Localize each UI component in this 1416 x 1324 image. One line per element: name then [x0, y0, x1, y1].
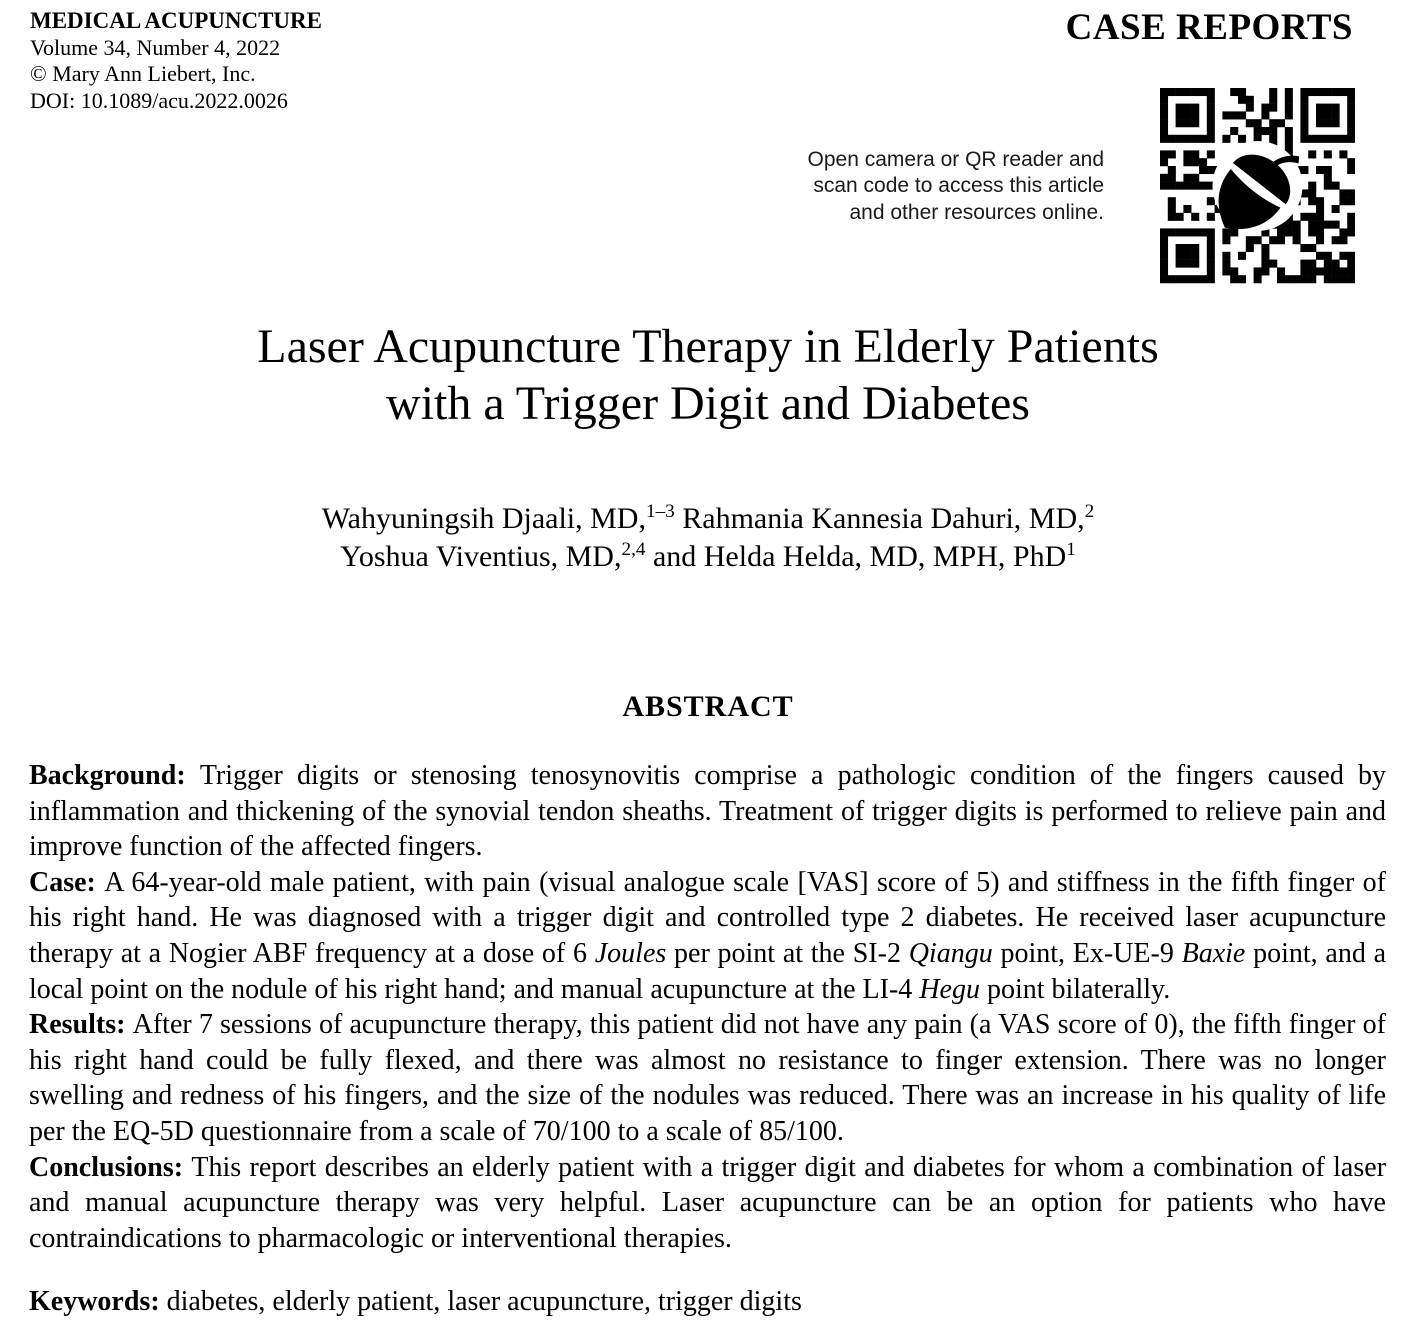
qr-caption-line: Open camera or QR reader and [807, 147, 1104, 171]
article-title-line: Laser Acupuncture Therapy in Elderly Patients [257, 320, 1159, 373]
journal-doi-line: DOI: 10.1089/acu.2022.0026 [30, 87, 288, 113]
article-title [0, 318, 1416, 432]
abstract-heading: ABSTRACT [622, 690, 794, 723]
abstract-paragraph-background: Background: Trigger digits or stenosing tenosynovitis comprise a pathologic condition of the fingers caused by inflammation and thickening of the synovial tendon sheaths. Treatment of trigger digits is performed to relieve pain and improve function of the affected fingers. [29, 760, 1387, 863]
journal-imprint [30, 8, 322, 114]
qr-block [808, 88, 1355, 285]
abstract-paragraph-conclusions: Conclusions: This report describes an elderly patient with a trigger digit and diabetes for whom a combination of laser and manual acupuncture therapy was very helpful. Laser acupuncture can be an option for patients who have contraindications to pharmacologic or interventional therapies. [29, 1151, 1387, 1254]
abstract-body [29, 758, 1386, 1320]
author-list [0, 500, 1416, 576]
journal-copyright-line: © Mary Ann Liebert, Inc. [30, 61, 256, 86]
qr-caption [808, 147, 1104, 227]
qr-caption-line: and other resources online. [849, 200, 1104, 224]
article-title-line: with a Trigger Digit and Diabetes [386, 377, 1030, 430]
journal-name: MEDICAL ACUPUNCTURE [30, 8, 322, 33]
abstract-paragraph-case: Case: A 64-year-old male patient, with pain (visual analogue scale [VAS] score of 5) and stiffness in the fifth finger of his right hand. He was diagnosed with a trigger digit and controlled type 2 diabetes. He received laser acupuncture therapy at a Nogier ABF frequency at a dose of 6 Joules per point at the SI-2 Qiangu point, Ex-UE-9 Baxie point, and a local point on the nodule of his right hand; and manual acupuncture at the LI-4 Hegu point bilaterally. [29, 866, 1387, 1005]
author-line: Wahyuningsih Djaali, MD,$^{1-3}$ Rahmania Kannesia Dahuri, MD,$^2$ [321, 501, 1095, 535]
journal-volume-line: Volume 34, Number 4, 2022 [30, 34, 281, 60]
qr-code-icon [1160, 88, 1355, 285]
qr-caption-line: scan code to access this article [813, 174, 1104, 198]
author-line: Yoshua Viventius, MD,$^{2,4}$ and Helda Helda, MD, MPH, PhD$^1$ [340, 539, 1076, 573]
section-label: CASE REPORTS [1065, 7, 1353, 48]
abstract-paragraph-results: Results: After 7 sessions of acupuncture therapy, this patient did not have any pain (a VAS score of 0), the fifth finger of his right hand could be fully flexed, and there was almost no resistance to finger extension. There was no longer swelling and redness of his fingers, and the size of the nodules was reduced. There was an increase in his quality of life per the EQ-5D questionnaire from a scale of 70/100 to a scale of 85/100. [29, 1009, 1386, 1147]
keywords-line: Keywords: diabetes, elderly patient, laser acupuncture, trigger digits [29, 1286, 802, 1318]
